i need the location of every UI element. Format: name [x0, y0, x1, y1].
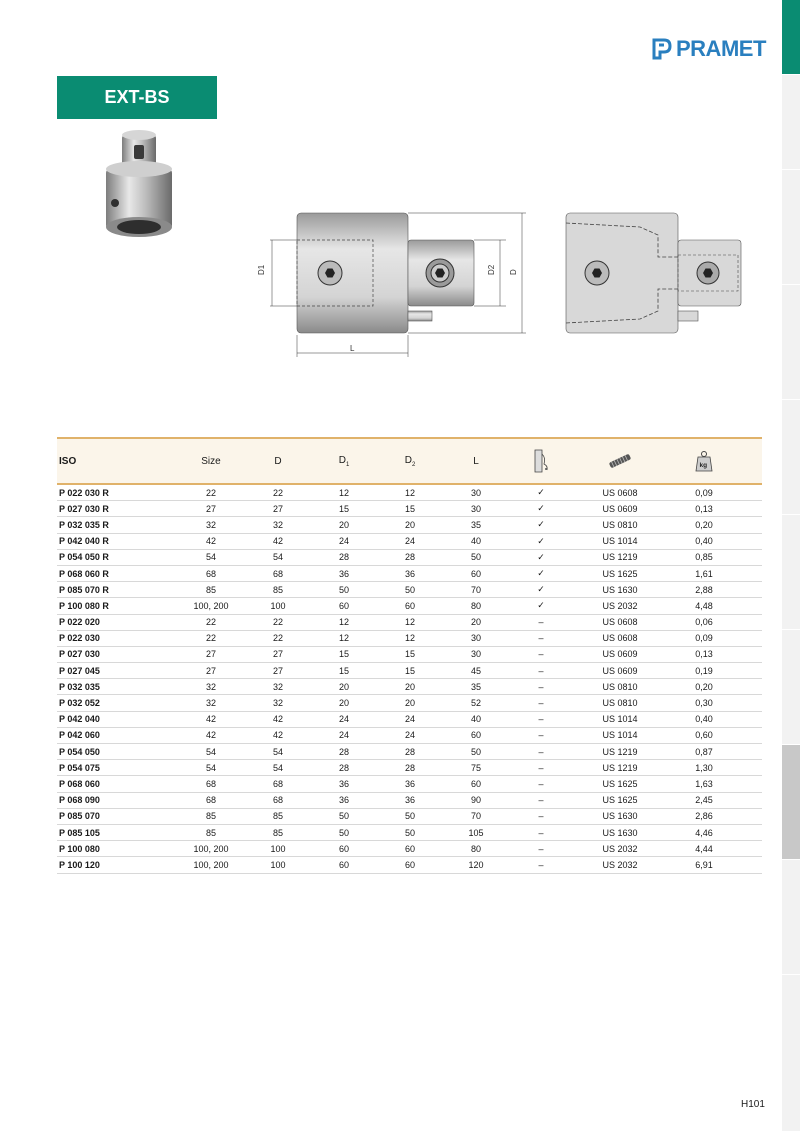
cell-iso: P 022 020: [59, 617, 100, 628]
cell-size: 100, 200: [193, 600, 229, 611]
cell-coolant: –: [538, 714, 544, 725]
cell-d: 68: [272, 568, 283, 579]
cell-d1: 28: [338, 552, 349, 563]
cell-screw: US 1625: [602, 568, 638, 579]
weight-icon: [695, 450, 713, 472]
cell-screw: US 0810: [602, 698, 638, 709]
cell-d: 85: [272, 827, 283, 838]
cell-l: 40: [470, 536, 481, 547]
cell-iso: P 042 040 R: [59, 536, 109, 547]
cell-coolant: –: [538, 681, 544, 692]
cell-size: 54: [205, 762, 216, 773]
cell-d1: 28: [338, 762, 349, 773]
side-tab-active[interactable]: [782, 0, 800, 75]
cell-coolant: –: [538, 698, 544, 709]
cell-l: 40: [470, 714, 481, 725]
cell-size: 32: [205, 681, 216, 692]
side-tab[interactable]: [782, 400, 800, 515]
cell-d2: 50: [404, 584, 415, 595]
table-row: [57, 744, 762, 760]
cell-coolant: ✓: [537, 535, 545, 546]
cell-screw: US 2032: [602, 859, 638, 870]
cell-kg: 0,20: [695, 681, 713, 692]
cell-d: 100: [270, 843, 286, 854]
cell-d1: 50: [338, 584, 349, 595]
table-row: [57, 631, 762, 647]
cell-coolant: –: [538, 778, 544, 789]
cell-d1: 60: [338, 843, 349, 854]
cell-screw: US 0608: [602, 617, 638, 628]
pramet-logo-icon: [652, 38, 672, 60]
cell-size: 22: [205, 617, 216, 628]
cell-d: 100: [270, 600, 286, 611]
cell-d1: 15: [338, 503, 349, 514]
cell-screw: US 1219: [602, 552, 638, 563]
table-row: [57, 776, 762, 792]
cell-coolant: ✓: [537, 584, 545, 595]
cell-l: 60: [470, 568, 481, 579]
cell-screw: US 0609: [602, 503, 638, 514]
cell-screw: US 0609: [602, 649, 638, 660]
cell-d2: 60: [404, 859, 415, 870]
cell-size: 100, 200: [193, 843, 229, 854]
cell-d1: 60: [338, 859, 349, 870]
cell-screw: US 1014: [602, 714, 638, 725]
cell-d: 68: [272, 795, 283, 806]
cell-d2: 12: [404, 617, 415, 628]
col-header-d1: $D_1$: [338, 454, 350, 468]
cell-l: 70: [470, 811, 481, 822]
cell-d: 54: [272, 762, 283, 773]
side-tab[interactable]: [782, 860, 800, 975]
cell-size: 27: [205, 665, 216, 676]
cell-d1: 50: [338, 811, 349, 822]
cell-screw: US 2032: [602, 843, 638, 854]
cell-l: 80: [470, 600, 481, 611]
cell-l: 120: [468, 859, 484, 870]
technical-drawing-section-view: [560, 205, 750, 335]
side-tab[interactable]: [782, 75, 800, 170]
cell-d2: 28: [404, 762, 415, 773]
cell-size: 85: [205, 584, 216, 595]
cell-iso: P 068 060: [59, 778, 100, 789]
cell-d2: 50: [404, 827, 415, 838]
cell-kg: 4,44: [695, 843, 713, 854]
cell-screw: US 0810: [602, 519, 638, 530]
cell-d1: 24: [338, 536, 349, 547]
cell-size: 68: [205, 568, 216, 579]
side-tab[interactable]: [782, 630, 800, 745]
cell-iso: P 100 120: [59, 859, 100, 870]
table-row: [57, 728, 762, 744]
cell-l: 20: [470, 617, 481, 628]
cell-coolant: –: [538, 730, 544, 741]
col-header-weight: [667, 450, 741, 472]
cell-d: 42: [272, 714, 283, 725]
table-row: [57, 809, 762, 825]
cell-screw: US 1219: [602, 746, 638, 757]
side-index-tabs: [782, 0, 800, 1132]
cell-d: 27: [272, 665, 283, 676]
table-row: [57, 760, 762, 776]
cell-screw: US 1630: [602, 827, 638, 838]
product-table: [57, 437, 762, 874]
table-row: [57, 825, 762, 841]
cell-screw: US 1219: [602, 762, 638, 773]
cell-size: 42: [205, 536, 216, 547]
cell-kg: 1,63: [695, 778, 713, 789]
cell-l: 30: [470, 649, 481, 660]
cell-kg: 2,88: [695, 584, 713, 595]
cell-d: 85: [272, 584, 283, 595]
cell-d: 54: [272, 552, 283, 563]
cell-coolant: –: [538, 665, 544, 676]
cell-size: 32: [205, 698, 216, 709]
cell-d1: 36: [338, 778, 349, 789]
product-photo: [98, 125, 178, 243]
cell-l: 50: [470, 552, 481, 563]
cell-d1: 20: [338, 519, 349, 530]
cell-iso: P 022 030: [59, 633, 100, 644]
cell-d2: 24: [404, 714, 415, 725]
cell-l: 60: [470, 730, 481, 741]
cell-d1: 20: [338, 681, 349, 692]
cell-d1: 15: [338, 665, 349, 676]
cell-size: 54: [205, 552, 216, 563]
cell-screw: US 1625: [602, 778, 638, 789]
cell-l: 75: [470, 762, 481, 773]
side-tab-current-section[interactable]: [782, 745, 800, 860]
cell-d: 22: [272, 487, 283, 498]
cell-coolant: –: [538, 859, 544, 870]
col-header-size: Size: [201, 455, 221, 467]
cell-d1: 12: [338, 617, 349, 628]
cell-d: 42: [272, 730, 283, 741]
cell-size: 85: [205, 811, 216, 822]
cell-d2: 60: [404, 843, 415, 854]
table-row: [57, 485, 762, 501]
cell-iso: P 042 060: [59, 730, 100, 741]
cell-kg: 0,87: [695, 746, 713, 757]
cell-d: 100: [270, 859, 286, 870]
cell-d1: 24: [338, 714, 349, 725]
side-tab[interactable]: [782, 515, 800, 630]
cell-d1: 15: [338, 649, 349, 660]
cell-coolant: –: [538, 827, 544, 838]
table-header-row: [57, 439, 762, 485]
cell-screw: US 0609: [602, 665, 638, 676]
cell-d2: 15: [404, 649, 415, 660]
cell-d2: 20: [404, 681, 415, 692]
table-body: [57, 485, 762, 874]
cell-kg: 0,40: [695, 536, 713, 547]
cell-d: 54: [272, 746, 283, 757]
col-header-l: L: [473, 455, 479, 467]
cell-screw: US 2032: [602, 600, 638, 611]
side-tab[interactable]: [782, 975, 800, 1132]
cell-kg: 4,46: [695, 827, 713, 838]
cell-d2: 20: [404, 519, 415, 530]
cell-iso: P 032 052: [59, 698, 100, 709]
cell-l: 35: [470, 519, 481, 530]
cell-size: 68: [205, 795, 216, 806]
table-row: [57, 793, 762, 809]
cell-d: 42: [272, 536, 283, 547]
table-row: [57, 712, 762, 728]
cell-screw: US 1625: [602, 795, 638, 806]
table-row: [57, 566, 762, 582]
cell-d2: 36: [404, 778, 415, 789]
cell-coolant: –: [538, 762, 544, 773]
table-row: [57, 857, 762, 873]
cell-kg: 0,20: [695, 519, 713, 530]
cell-screw: US 0608: [602, 487, 638, 498]
cell-l: 30: [470, 633, 481, 644]
cell-d1: 36: [338, 795, 349, 806]
cell-coolant: –: [538, 811, 544, 822]
side-tab[interactable]: [782, 170, 800, 285]
cell-d2: 15: [404, 503, 415, 514]
table-row: [57, 679, 762, 695]
cell-d2: 28: [404, 746, 415, 757]
product-title-banner: [57, 76, 217, 119]
cell-iso: P 027 030 R: [59, 503, 109, 514]
cell-iso: P 068 090: [59, 795, 100, 806]
cell-screw: US 1014: [602, 730, 638, 741]
cell-d1: 20: [338, 698, 349, 709]
dim-label-l: L: [350, 344, 355, 353]
cell-d2: 20: [404, 698, 415, 709]
cell-l: 80: [470, 843, 481, 854]
cell-d: 27: [272, 503, 283, 514]
cell-iso: P 054 075: [59, 762, 100, 773]
cell-iso: P 100 080 R: [59, 600, 109, 611]
cell-coolant: –: [538, 617, 544, 628]
cell-d1: 12: [338, 633, 349, 644]
table-row: [57, 695, 762, 711]
cell-coolant: ✓: [537, 568, 545, 579]
cell-coolant: –: [538, 746, 544, 757]
cell-screw: US 1630: [602, 811, 638, 822]
cell-d2: 15: [404, 665, 415, 676]
cell-l: 105: [468, 827, 484, 838]
cell-iso: P 068 060 R: [59, 568, 109, 579]
cell-iso: P 100 080: [59, 843, 100, 854]
cell-d2: 24: [404, 730, 415, 741]
cell-d2: 28: [404, 552, 415, 563]
table-row: [57, 582, 762, 598]
cell-d2: 60: [404, 600, 415, 611]
table-row: [57, 615, 762, 631]
cell-l: 90: [470, 795, 481, 806]
table-row: [57, 598, 762, 614]
cell-d: 22: [272, 633, 283, 644]
cell-d2: 36: [404, 795, 415, 806]
cell-l: 70: [470, 584, 481, 595]
cell-size: 85: [205, 827, 216, 838]
cell-kg: 0,19: [695, 665, 713, 676]
table-row: [57, 534, 762, 550]
cell-coolant: ✓: [537, 487, 545, 498]
col-header-coolant: [509, 448, 573, 474]
cell-kg: 1,61: [695, 568, 713, 579]
cell-iso: P 022 030 R: [59, 487, 109, 498]
cell-d: 32: [272, 698, 283, 709]
cell-size: 100, 200: [193, 859, 229, 870]
cell-kg: 0,13: [695, 649, 713, 660]
cell-screw: US 1630: [602, 584, 638, 595]
cell-size: 22: [205, 487, 216, 498]
cell-size: 22: [205, 633, 216, 644]
cell-d1: 36: [338, 568, 349, 579]
cell-kg: 0,60: [695, 730, 713, 741]
set-screw-icon: [607, 454, 633, 468]
table-row: [57, 663, 762, 679]
brand-name: PRAMET: [676, 36, 766, 61]
cell-size: 42: [205, 730, 216, 741]
table-row: [57, 501, 762, 517]
cell-l: 30: [470, 503, 481, 514]
cell-d: 27: [272, 649, 283, 660]
cell-kg: 0,85: [695, 552, 713, 563]
cell-d1: 50: [338, 827, 349, 838]
table-row: [57, 647, 762, 663]
cell-size: 27: [205, 649, 216, 660]
table-row: [57, 550, 762, 566]
cell-d: 85: [272, 811, 283, 822]
cell-d1: 28: [338, 746, 349, 757]
coolant-through-icon: [532, 448, 550, 474]
dim-label-d: D: [509, 269, 518, 275]
cell-iso: P 032 035: [59, 681, 100, 692]
cell-iso: P 027 030: [59, 649, 100, 660]
cell-iso: P 042 040: [59, 714, 100, 725]
cell-l: 60: [470, 778, 481, 789]
cell-d: 68: [272, 778, 283, 789]
side-tab[interactable]: [782, 285, 800, 400]
brand-logo: [652, 36, 766, 62]
cell-iso: P 054 050: [59, 746, 100, 757]
cell-screw: US 0608: [602, 633, 638, 644]
cell-d2: 12: [404, 487, 415, 498]
cell-d1: 24: [338, 730, 349, 741]
cell-coolant: –: [538, 795, 544, 806]
cell-l: 35: [470, 681, 481, 692]
cell-iso: P 054 050 R: [59, 552, 109, 563]
cell-coolant: –: [538, 649, 544, 660]
cell-kg: 2,86: [695, 811, 713, 822]
col-header-d: D: [274, 455, 282, 467]
cell-size: 42: [205, 714, 216, 725]
cell-kg: 0,09: [695, 487, 713, 498]
cell-coolant: ✓: [537, 551, 545, 562]
cell-kg: 0,06: [695, 617, 713, 628]
cell-d2: 12: [404, 633, 415, 644]
technical-drawing-side-view: [250, 205, 530, 365]
product-title: EXT-BS: [104, 87, 170, 107]
cell-coolant: –: [538, 633, 544, 644]
page-number: H101: [741, 1099, 765, 1110]
cell-size: 68: [205, 778, 216, 789]
cell-l: 52: [470, 698, 481, 709]
col-header-iso: ISO: [59, 455, 77, 467]
cell-kg: 6,91: [695, 859, 713, 870]
cell-size: 54: [205, 746, 216, 757]
cell-size: 27: [205, 503, 216, 514]
cell-iso: P 032 035 R: [59, 519, 109, 530]
dim-label-d2: D2: [487, 264, 496, 275]
cell-kg: 0,40: [695, 714, 713, 725]
cell-d2: 24: [404, 536, 415, 547]
cell-coolant: ✓: [537, 600, 545, 611]
cell-kg: 1,30: [695, 762, 713, 773]
cell-kg: 2,45: [695, 795, 713, 806]
cell-d: 32: [272, 519, 283, 530]
cell-l: 45: [470, 665, 481, 676]
table-row: [57, 841, 762, 857]
cell-coolant: –: [538, 843, 544, 854]
cell-d2: 36: [404, 568, 415, 579]
cell-iso: P 085 105: [59, 827, 100, 838]
cell-d: 22: [272, 617, 283, 628]
cell-d: 32: [272, 681, 283, 692]
cell-coolant: ✓: [537, 503, 545, 514]
cell-kg: 4,48: [695, 600, 713, 611]
cell-l: 50: [470, 746, 481, 757]
weight-icon-label: kg: [699, 462, 708, 469]
cell-kg: 0,09: [695, 633, 713, 644]
cell-size: 32: [205, 519, 216, 530]
table-row: [57, 517, 762, 533]
cell-iso: P 027 045: [59, 665, 100, 676]
dim-label-d1: D1: [257, 264, 266, 275]
cell-iso: P 085 070 R: [59, 584, 109, 595]
col-header-d2: $D_2$: [404, 454, 416, 468]
cell-d1: 12: [338, 487, 349, 498]
cell-iso: P 085 070: [59, 811, 100, 822]
cell-l: 30: [470, 487, 481, 498]
col-header-screw: [573, 454, 667, 468]
cell-d2: 50: [404, 811, 415, 822]
cell-kg: 0,13: [695, 503, 713, 514]
cell-d1: 60: [338, 600, 349, 611]
cell-kg: 0,30: [695, 698, 713, 709]
cell-coolant: ✓: [537, 519, 545, 530]
cell-screw: US 1014: [602, 536, 638, 547]
cell-screw: US 0810: [602, 681, 638, 692]
